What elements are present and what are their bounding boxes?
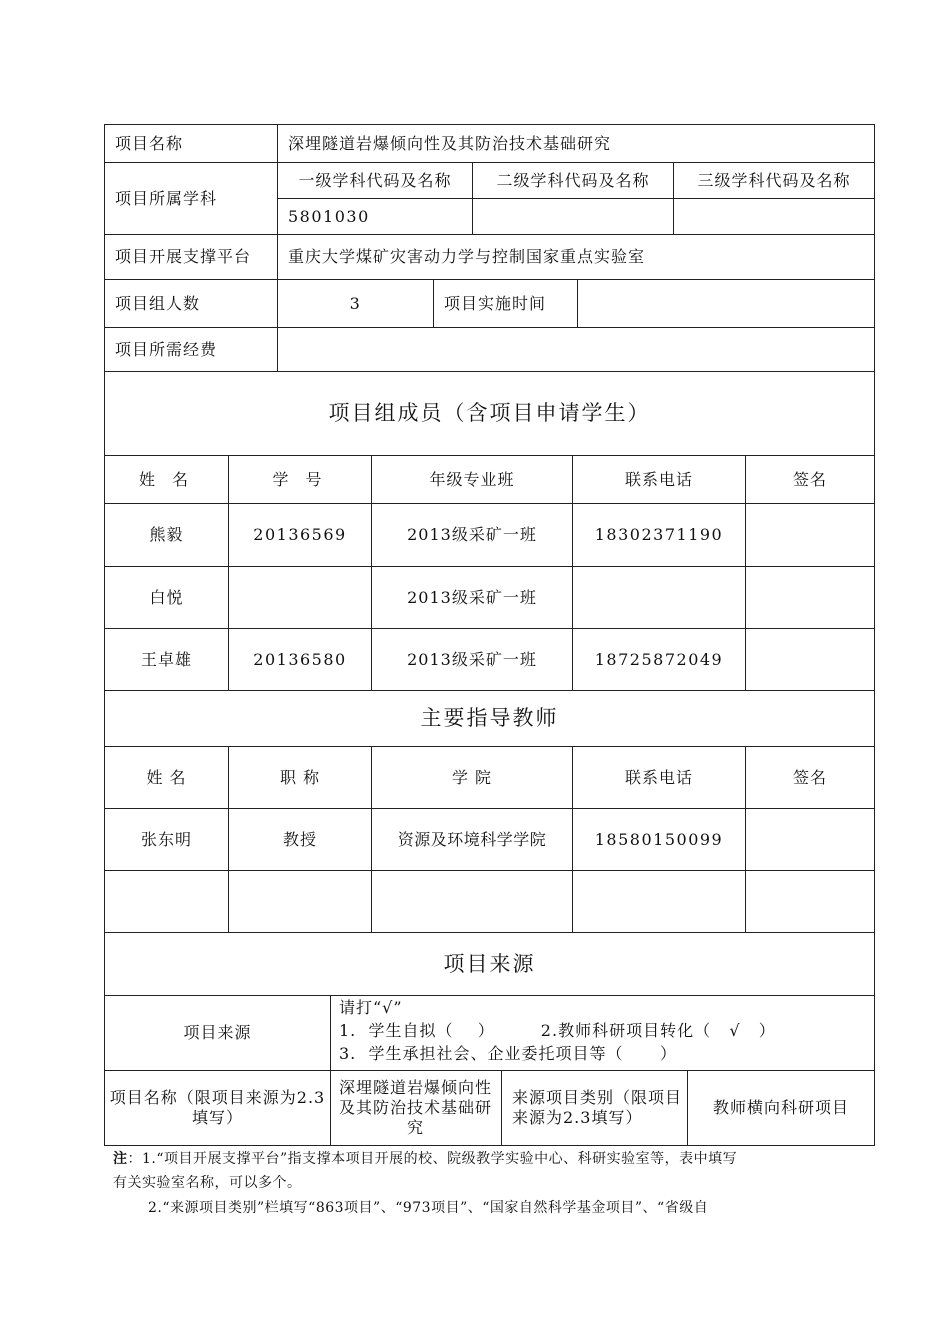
- member-class: 2013级采矿一班: [407, 525, 537, 544]
- member-phone: 18725872049: [594, 649, 724, 669]
- source-category-value: 教师横向科研项目: [712, 1098, 849, 1117]
- discipline-header-2: 二级学科代码及名称: [496, 170, 650, 190]
- teacher-title: [229, 871, 371, 932]
- members-header-class: 年级专业班: [429, 469, 515, 489]
- implementation-time-label: 项目实施时间: [444, 293, 547, 313]
- teacher-name: 张东明: [140, 829, 192, 849]
- teachers-section-title: 主要指导教师: [420, 706, 559, 731]
- discipline-label: 项目所属学科: [115, 188, 218, 208]
- source-section-title: 项目来源: [443, 951, 536, 976]
- member-name: 白悦: [149, 587, 184, 607]
- teacher-phone: [573, 871, 745, 932]
- members-header-phone: 联系电话: [624, 469, 693, 489]
- project-name-label: 项目名称: [115, 133, 184, 153]
- discipline-value-3: [674, 199, 874, 234]
- team-size-label: 项目组人数: [115, 293, 201, 313]
- team-size-value: 3: [349, 293, 362, 313]
- platform-label: 项目开展支撑平台: [115, 247, 252, 266]
- footnote-2: 2.“来源项目类别”栏填写“863项目”、“973项目”、“国家自然科学基金项目”、“省级自: [148, 1200, 709, 1216]
- member-signature: [746, 629, 874, 690]
- footnote-1-continued: 有关实验室名称，可以多个。: [113, 1175, 302, 1191]
- teachers-header-phone: 联系电话: [624, 767, 693, 787]
- source-option-3: 3. 学生承担社会、企业委托项目等（ ）: [339, 1044, 677, 1063]
- source-label: 项目来源: [183, 1023, 252, 1042]
- member-phone: 18302371190: [594, 525, 724, 544]
- source-instruction: 请打“√”: [339, 998, 403, 1017]
- source-options: [339, 996, 869, 1070]
- member-student-id: [229, 567, 371, 628]
- source-option-row: [339, 1019, 869, 1042]
- teacher-name: [105, 871, 228, 932]
- member-class: 2013级采矿一班: [407, 587, 537, 607]
- members-header-id: 学 号: [272, 469, 328, 489]
- source-project-name-label: 项目名称（限项目来源为2.3填写）: [109, 1088, 326, 1127]
- source-option-1: 1. 学生自拟（ ）: [339, 1021, 495, 1040]
- teachers-header-name: 姓 名: [146, 767, 187, 787]
- members-header-name: 姓 名: [138, 469, 195, 489]
- footnote-1: [113, 1147, 873, 1171]
- discipline-header-1: 一级学科代码及名称: [298, 170, 452, 190]
- teacher-college: 资源及环境科学学院: [397, 829, 547, 849]
- member-student-id: 20136580: [253, 649, 347, 669]
- platform-value: 重庆大学煤矿灾害动力学与控制国家重点实验室: [288, 247, 646, 266]
- members-section-title: 项目组成员（含项目申请学生）: [328, 401, 651, 426]
- member-student-id: 20136569: [253, 525, 347, 544]
- source-option-2: 2.教师科研项目转化（ √ ）: [540, 1021, 776, 1040]
- teacher-phone: 18580150099: [594, 829, 724, 849]
- discipline-value-1: 5801030: [288, 206, 370, 226]
- implementation-time-value: [578, 280, 874, 327]
- members-header-signature: 签名: [792, 469, 827, 489]
- member-name: 熊毅: [149, 525, 184, 544]
- footnote-1-text: ：1.“项目开展支撑平台”指支撑本项目开展的校、院级教学实验中心、科研实验室等，表中填写: [127, 1151, 738, 1167]
- source-project-name-value: 深埋隧道岩爆倾向性及其防治技术基础研究: [338, 1078, 492, 1137]
- teachers-header-college: 学 院: [451, 767, 493, 787]
- member-name: 王卓雄: [140, 649, 192, 669]
- teachers-header-signature: 签名: [792, 767, 827, 787]
- footnote-prefix: 注: [113, 1151, 128, 1167]
- project-name-value: 深埋隧道岩爆倾向性及其防治技术基础研究: [288, 133, 612, 153]
- discipline-value-2: [473, 199, 673, 234]
- discipline-header-3: 三级学科代码及名称: [697, 170, 851, 190]
- funds-value: [278, 328, 874, 371]
- funds-label: 项目所需经费: [115, 339, 218, 359]
- teachers-header-title: 职 称: [279, 767, 321, 787]
- teacher-title: 教授: [282, 829, 317, 849]
- source-category-label: 来源项目类别（限项目来源为2.3填写）: [512, 1088, 683, 1127]
- member-phone: [573, 567, 745, 628]
- member-signature: [746, 567, 874, 628]
- member-signature: [746, 504, 874, 566]
- teacher-college: [372, 871, 572, 932]
- teacher-signature: [746, 809, 874, 870]
- teacher-signature: [746, 871, 874, 932]
- member-class: 2013级采矿一班: [407, 649, 537, 669]
